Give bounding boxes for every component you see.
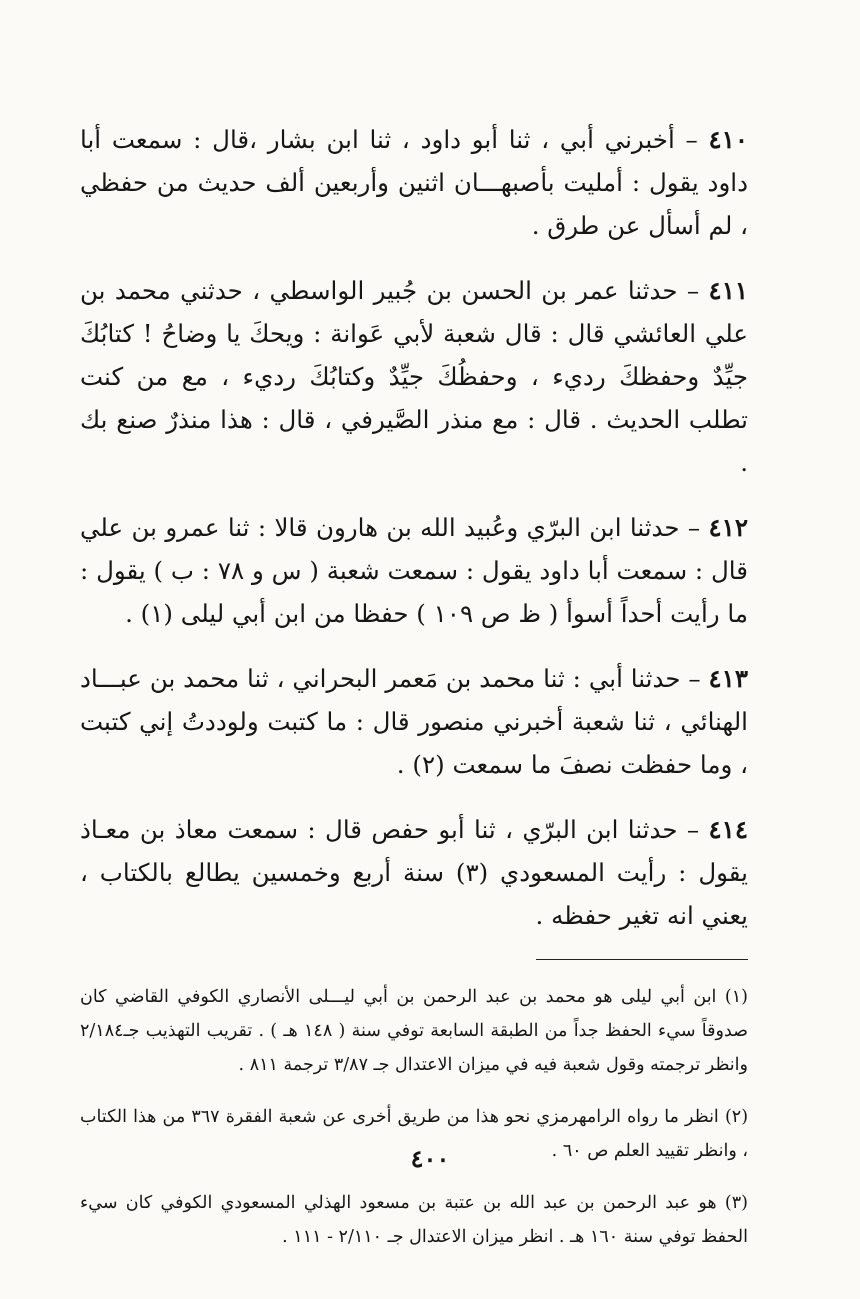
footnote-2: (٢) انظر ما رواه الرامهرمزي نحو هذا من طريق أخرى عن شعبة الفقرة ٣٦٧ من هذا الكتاب ، وانظر تقييد العلم ص ٦٠ .	[80, 1107, 749, 1161]
entry-text: – حدثنا ابن البرّي وعُبيد الله بن هارون قالا : ثنا عمرو بن علي قال : سمعت أبا داود يقول : سمعت شعبة ( س و ٧٨ : ب ) يقول : ما رأيت أحداً أسوأ ( ظ ص ١٠٩ ) حفظا من ابن أبي ليلى (١) .	[80, 513, 748, 628]
entry-text: – حدثنا ابن البرّي ، ثنا أبو حفص قال : سمعت معاذ بن معـاذ يقول : رأيت المسعودي (٣) سنة أربع وخمسين يطالع بالكتاب ، يعني انه تغير حفظه .	[80, 815, 748, 930]
footnote-3: (٣) هو عبد الرحمن بن عبد الله بن عتبة بن مسعود الهذلي المسعودي الكوفي كان سيء الحفظ توفي سنة ١٦٠ هـ . انظر ميزان الاعتدال جـ ٢/١١٠ - ١١١ .	[80, 1193, 748, 1247]
entry-number: ٤١٢	[708, 513, 748, 542]
entry-413	[80, 657, 748, 786]
entry-text: – أخبرني أبي ، ثنا أبو داود ، ثنا ابن بشار ،قال : سمعت أبا داود يقول : أمليت بأصبهـــان اثنين وأربعين ألف حديث من حفظي ، لم أسأل عن طرق .	[80, 125, 748, 240]
entry-number: ٤١١	[708, 276, 749, 305]
entry-410	[80, 118, 748, 247]
entry-412	[80, 506, 748, 635]
page-number: ٤٠٠	[410, 1144, 450, 1173]
entry-411	[80, 269, 748, 484]
entry-414	[80, 808, 748, 937]
entry-text: – حدثنا عمر بن الحسن بن جُبير الواسطي ، حدثني محمد بن علي العائشي قال : قال شعبة لأبي عَوانة : ويحكَ يا وضاحُ ! كتابُكَ جيِّدٌ وحفظكَ رديء ، وحفظُكَ جيِّدٌ وكتابُكَ رديء ، مع من كنت تطلب الحديث . قال : مع منذر الصَّيرفي ، قال : هذا منذرٌ صنع بك .	[80, 276, 748, 477]
entry-text: – حدثنا أبي : ثنا محمد بن مَعمر البحراني ، ثنا محمد بن عبـــاد الهنائي ، ثنا شعبة أخبرني منصور قال : ما كتبت ولوددتُ إني كتبت ، وما حفظت نصفَ ما سمعت (٢) .	[80, 664, 748, 779]
footnote-divider	[536, 959, 748, 960]
footnote-1: (١) ابن أبي ليلى هو محمد بن عبد الرحمن بن أبي ليـــلى الأنصاري الكوفي القاضي كان صدوقاً سيء الحفظ جداً من الطبقة السابعة توفي سنة ( ١٤٨ هـ ) . تقريب التهذيب جـ٢/١٨٤ وانظر ترجمته وقول شعبة فيه في ميزان الاعتدال جـ ٣/٨٧ ترجمة ٨١١ .	[80, 987, 748, 1075]
entry-number: ٤١٣	[708, 664, 748, 693]
entry-number: ٤١٠	[708, 125, 748, 154]
entry-number: ٤١٤	[708, 815, 748, 844]
